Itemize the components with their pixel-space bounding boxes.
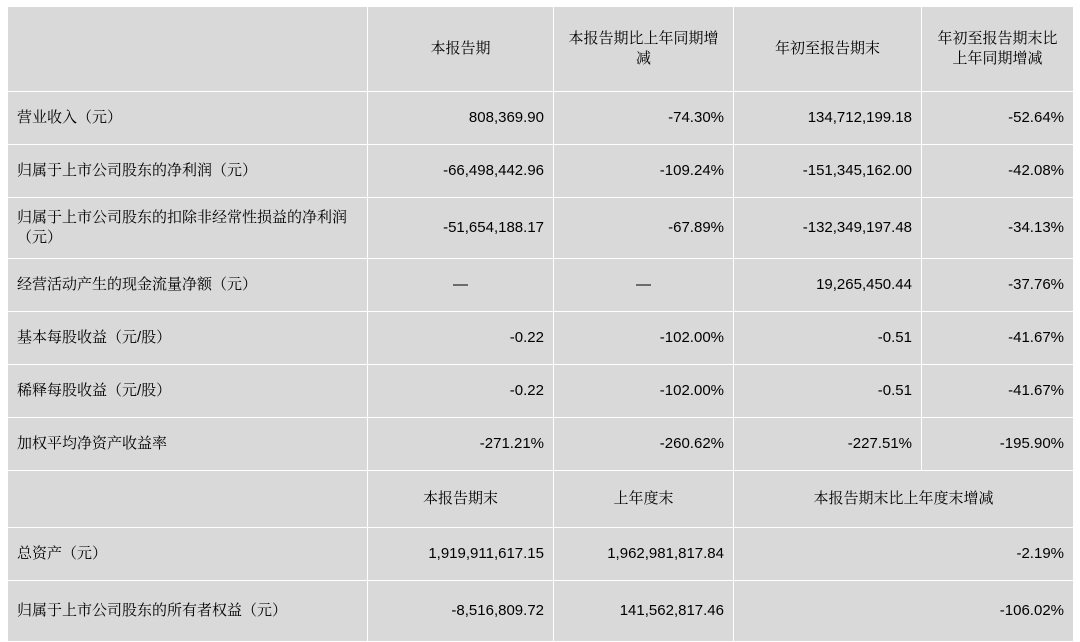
table-row: [8, 528, 1074, 581]
cell-operating-cash-flow-ytd-yoy: -37.76%: [922, 259, 1074, 312]
row-label-diluted-eps: 稀释每股收益（元/股）: [8, 365, 368, 418]
cell-revenue-ytd-yoy: -52.64%: [922, 92, 1074, 145]
cell-net-profit-current-yoy: -109.24%: [554, 145, 734, 198]
header-cell-ytd: 年初至报告期末: [734, 7, 922, 92]
cell-net-profit-deducted-ytd-yoy: -34.13%: [922, 198, 1074, 259]
cell-operating-cash-flow-ytd: 19,265,450.44: [734, 259, 922, 312]
row-label-operating-cash-flow: 经营活动产生的现金流量净额（元）: [8, 259, 368, 312]
cell-basic-eps-ytd-yoy: -41.67%: [922, 312, 1074, 365]
row-label-weighted-roe: 加权平均净资产收益率: [8, 418, 368, 471]
table-row: [8, 418, 1074, 471]
cell-operating-cash-flow-current-yoy: —: [554, 259, 734, 312]
header-cell-ytd-yoy: 年初至报告期末比上年同期增减: [922, 7, 1074, 92]
header2-cell-change: 本报告期末比上年度末增减: [734, 471, 1074, 528]
cell-diluted-eps-ytd: -0.51: [734, 365, 922, 418]
cell-equity-prior-year-end: 141,562,817.46: [554, 581, 734, 642]
table-row: [8, 198, 1074, 259]
row-label-total-assets: 总资产（元）: [8, 528, 368, 581]
table-row: [8, 92, 1074, 145]
header-cell-current-period-yoy: 本报告期比上年同期增减: [554, 7, 734, 92]
cell-revenue-current-yoy: -74.30%: [554, 92, 734, 145]
cell-operating-cash-flow-current: —: [368, 259, 554, 312]
cell-weighted-roe-ytd-yoy: -195.90%: [922, 418, 1074, 471]
cell-weighted-roe-current: -271.21%: [368, 418, 554, 471]
cell-net-profit-deducted-ytd: -132,349,197.48: [734, 198, 922, 259]
row-label-revenue: 营业收入（元）: [8, 92, 368, 145]
cell-weighted-roe-ytd: -227.51%: [734, 418, 922, 471]
table-row: [8, 259, 1074, 312]
cell-diluted-eps-current: -0.22: [368, 365, 554, 418]
header-cell-current-period: 本报告期: [368, 7, 554, 92]
row-label-basic-eps: 基本每股收益（元/股）: [8, 312, 368, 365]
table-row: [8, 581, 1074, 642]
cell-total-assets-change: -2.19%: [734, 528, 1074, 581]
cell-net-profit-deducted-current: -51,654,188.17: [368, 198, 554, 259]
cell-revenue-current: 808,369.90: [368, 92, 554, 145]
header2-cell-prior-year-end: 上年度末: [554, 471, 734, 528]
cell-basic-eps-current: -0.22: [368, 312, 554, 365]
financial-summary-sheet: [0, 6, 1080, 619]
cell-equity-period-end: -8,516,809.72: [368, 581, 554, 642]
cell-total-assets-prior-year-end: 1,962,981,817.84: [554, 528, 734, 581]
table-header-row-1: [8, 7, 1074, 92]
table-header-row-2: [8, 471, 1074, 528]
row-label-net-profit-deducted: 归属于上市公司股东的扣除非经常性损益的净利润（元）: [8, 198, 368, 259]
table-row: [8, 365, 1074, 418]
cell-net-profit-current: -66,498,442.96: [368, 145, 554, 198]
header-cell-blank: [8, 7, 368, 92]
cell-net-profit-ytd-yoy: -42.08%: [922, 145, 1074, 198]
cell-diluted-eps-ytd-yoy: -41.67%: [922, 365, 1074, 418]
table-row: [8, 312, 1074, 365]
cell-total-assets-period-end: 1,919,911,617.15: [368, 528, 554, 581]
cell-equity-change: -106.02%: [734, 581, 1074, 642]
cell-net-profit-deducted-current-yoy: -67.89%: [554, 198, 734, 259]
cell-weighted-roe-current-yoy: -260.62%: [554, 418, 734, 471]
cell-net-profit-ytd: -151,345,162.00: [734, 145, 922, 198]
header2-cell-period-end: 本报告期末: [368, 471, 554, 528]
cell-revenue-ytd: 134,712,199.18: [734, 92, 922, 145]
table-row: [8, 145, 1074, 198]
cell-basic-eps-ytd: -0.51: [734, 312, 922, 365]
row-label-equity: 归属于上市公司股东的所有者权益（元）: [8, 581, 368, 642]
row-label-net-profit: 归属于上市公司股东的净利润（元）: [8, 145, 368, 198]
financial-summary-table: [7, 6, 1074, 642]
cell-diluted-eps-current-yoy: -102.00%: [554, 365, 734, 418]
cell-basic-eps-current-yoy: -102.00%: [554, 312, 734, 365]
header2-cell-blank: [8, 471, 368, 528]
